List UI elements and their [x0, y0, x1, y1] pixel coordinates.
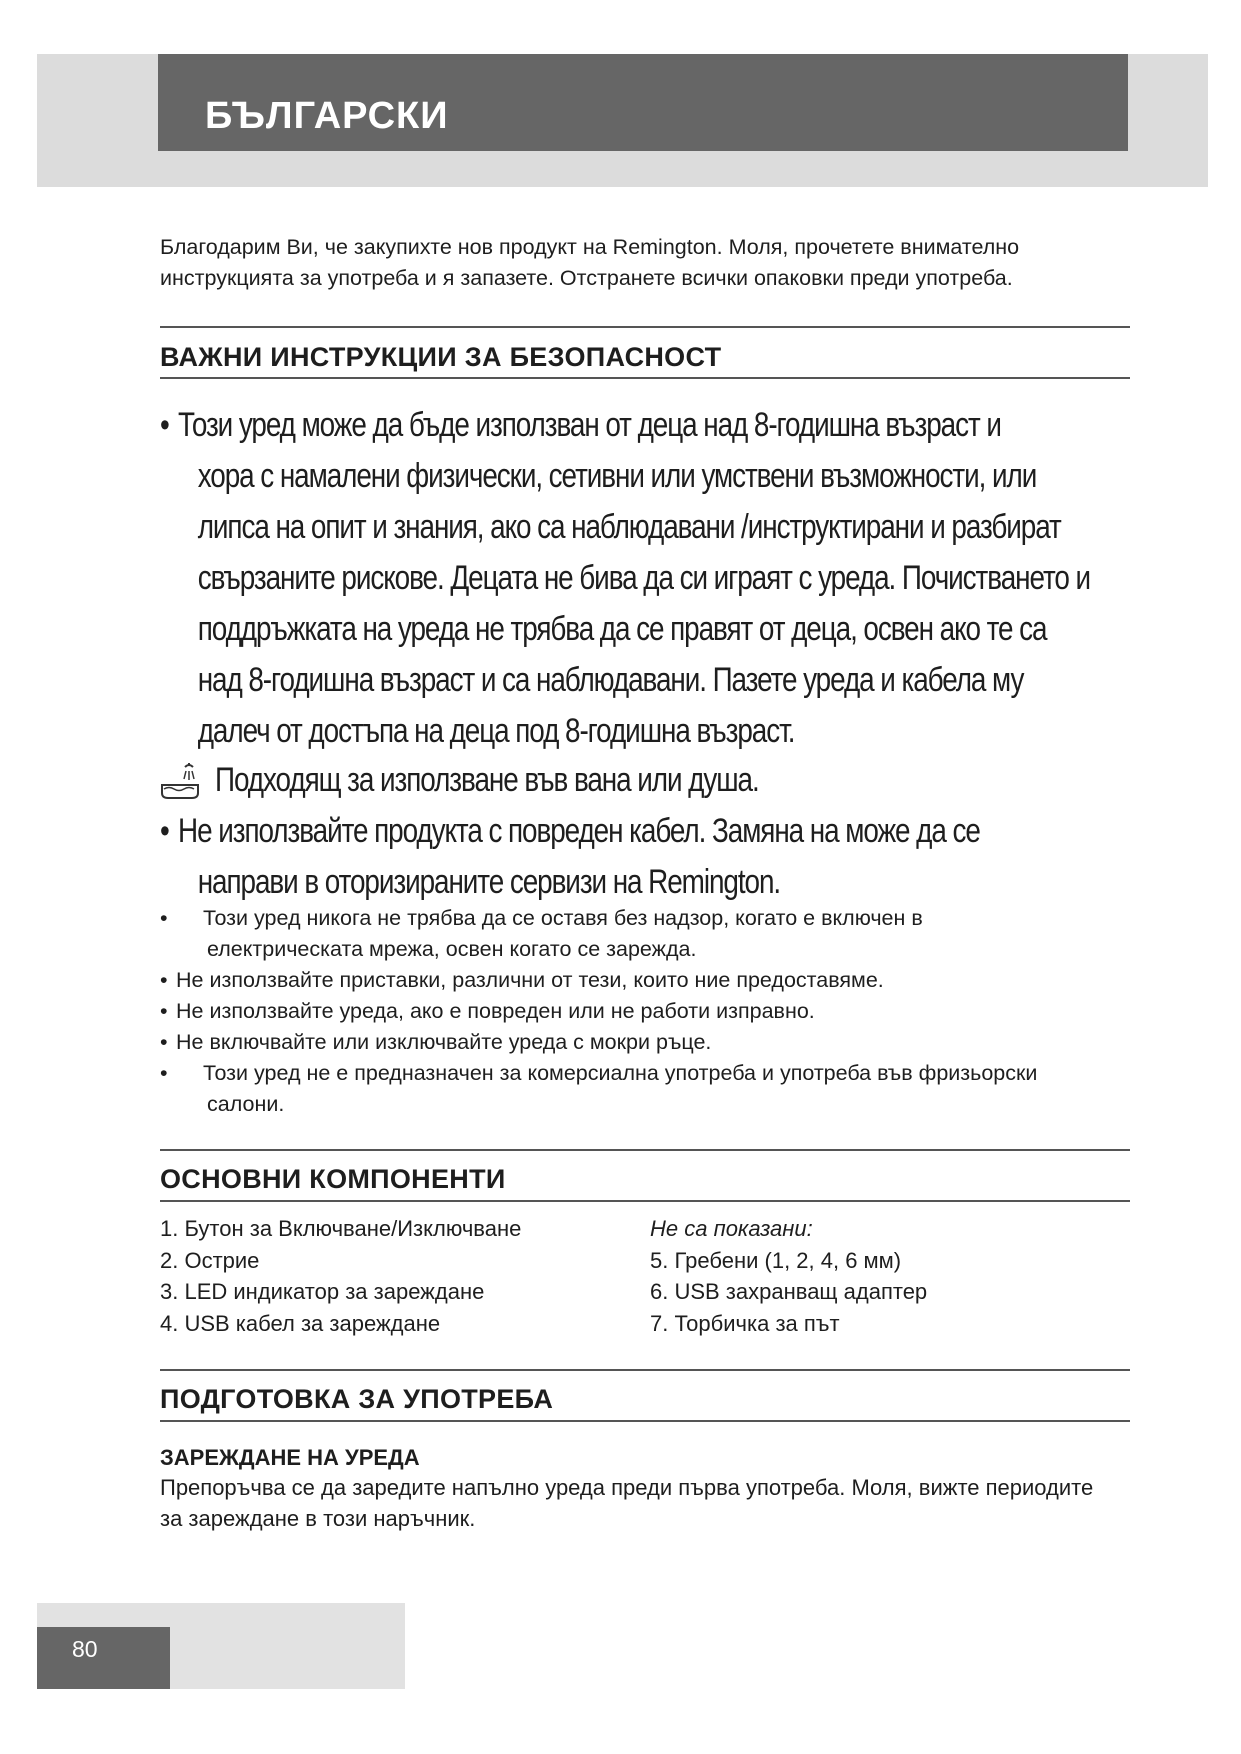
list-item-text: Този уред не е предназначен за комерсиална употреба и употреба във фризьорски	[203, 1061, 1038, 1085]
list-item-text: салони.	[207, 1092, 285, 1116]
components-rule-bottom	[160, 1200, 1130, 1202]
page-number: 80	[72, 1636, 98, 1662]
components-list-left	[160, 1213, 521, 1339]
language-title: БЪЛГАРСКИ	[205, 95, 449, 137]
preparation-section-title: ПОДГОТОВКА ЗА УПОТРЕБА	[160, 1384, 554, 1414]
list-item	[160, 1058, 1140, 1120]
preparation-rule-top	[160, 1369, 1130, 1371]
safety-item-children	[160, 400, 1144, 757]
list-item-text: свързаните рискове. Децата не бива да си играят с уреда. Почистването и	[197, 559, 1090, 597]
list-item-text: Този уред никога не трябва да се оставя без надзор, когато е включен в	[203, 906, 923, 930]
bullet: •	[160, 406, 169, 444]
bullet: •	[160, 1030, 168, 1054]
list-item	[160, 1027, 1140, 1058]
list-item	[160, 903, 1140, 965]
list-item-text: над 8-годишна възраст и са наблюдавани. Пазете уреда и кабела му	[197, 661, 1024, 699]
list-item: 2. Острие	[160, 1247, 260, 1273]
bullet: •	[160, 968, 168, 992]
components-list-right	[650, 1213, 927, 1339]
list-item-text: електрическата мрежа, освен когато се зарежда.	[207, 937, 697, 961]
list-item-text: Не използвайте уреда, ако е повреден или не работи изправно.	[176, 999, 815, 1023]
preparation-rule-bottom	[160, 1420, 1130, 1422]
safety-section-title: ВАЖНИ ИНСТРУКЦИИ ЗА БЕЗОПАСНОСТ	[160, 342, 722, 372]
safety-large-list	[160, 400, 1160, 757]
list-item-text: направи в оторизираните сервизи на Remington.	[197, 863, 781, 901]
safety-large-list-2	[160, 806, 1160, 908]
list-item: 4. USB кабел за зареждане	[160, 1310, 441, 1336]
page-number-box	[37, 1627, 170, 1689]
list-item-text: Не включвайте или изключвайте уреда с мокри ръце.	[176, 1030, 712, 1054]
not-shown-label: Не са показани:	[650, 1216, 813, 1241]
list-item-text: поддръжката на уреда не трябва да се правят от деца, освен ако те са	[197, 610, 1047, 648]
charging-paragraph: Препоръчва се да заредите напълно уреда преди първа употреба. Моля, вижте периодите за зареждане в този наръчник.	[160, 1475, 1094, 1531]
safety-small-list	[160, 903, 1140, 1120]
list-item	[160, 996, 1140, 1027]
charging-subtitle: ЗАРЕЖДАНЕ НА УРЕДА	[160, 1445, 420, 1470]
bullet: •	[160, 1061, 168, 1085]
components-rule-top	[160, 1149, 1130, 1151]
bullet: •	[160, 812, 169, 850]
list-item: 1. Бутон за Включване/Изключване	[160, 1216, 522, 1241]
bath-suitability-text: Подходящ за използване във вана или душа.	[215, 761, 759, 799]
bullet: •	[160, 906, 168, 930]
list-item: 6. USB захранващ адаптер	[650, 1279, 928, 1304]
list-item-text: далеч от достъпа на деца под 8-годишна възраст.	[197, 712, 795, 750]
list-item-text: хора с намалени физически, сетивни или умствени възможности, или	[197, 457, 1037, 495]
components-section-title: ОСНОВНИ КОМПОНЕНТИ	[160, 1164, 506, 1194]
safety-rule-bottom	[160, 377, 1130, 379]
safety-rule-top	[160, 326, 1130, 328]
list-item	[160, 965, 1140, 996]
list-item-text: Този уред може да бъде използван от деца над 8-годишна възраст и	[178, 406, 1001, 444]
bath-shower-icon	[160, 763, 200, 801]
intro-paragraph: Благодарим Ви, че закупихте нов продукт на Remington. Моля, прочетете внимателно инструкцията за употреба и я запазете. Отстранете всички опаковки преди употреба.	[160, 235, 1020, 290]
bullet: •	[160, 999, 168, 1023]
list-item: 5. Гребени (1, 2, 4, 6 мм)	[650, 1247, 902, 1273]
list-item: 3. LED индикатор за зареждане	[160, 1279, 485, 1304]
list-item-text: липса на опит и знания, ако са наблюдавани /инструктирани и разбират	[197, 508, 1061, 546]
list-item: 7. Торбичка за път	[650, 1310, 840, 1336]
safety-item-cable	[160, 806, 1144, 908]
list-item-text: Не използвайте продукта с повреден кабел. Замяна на може да се	[178, 812, 980, 850]
list-item-text: Не използвайте приставки, различни от тези, които ние предоставяме.	[176, 968, 884, 992]
